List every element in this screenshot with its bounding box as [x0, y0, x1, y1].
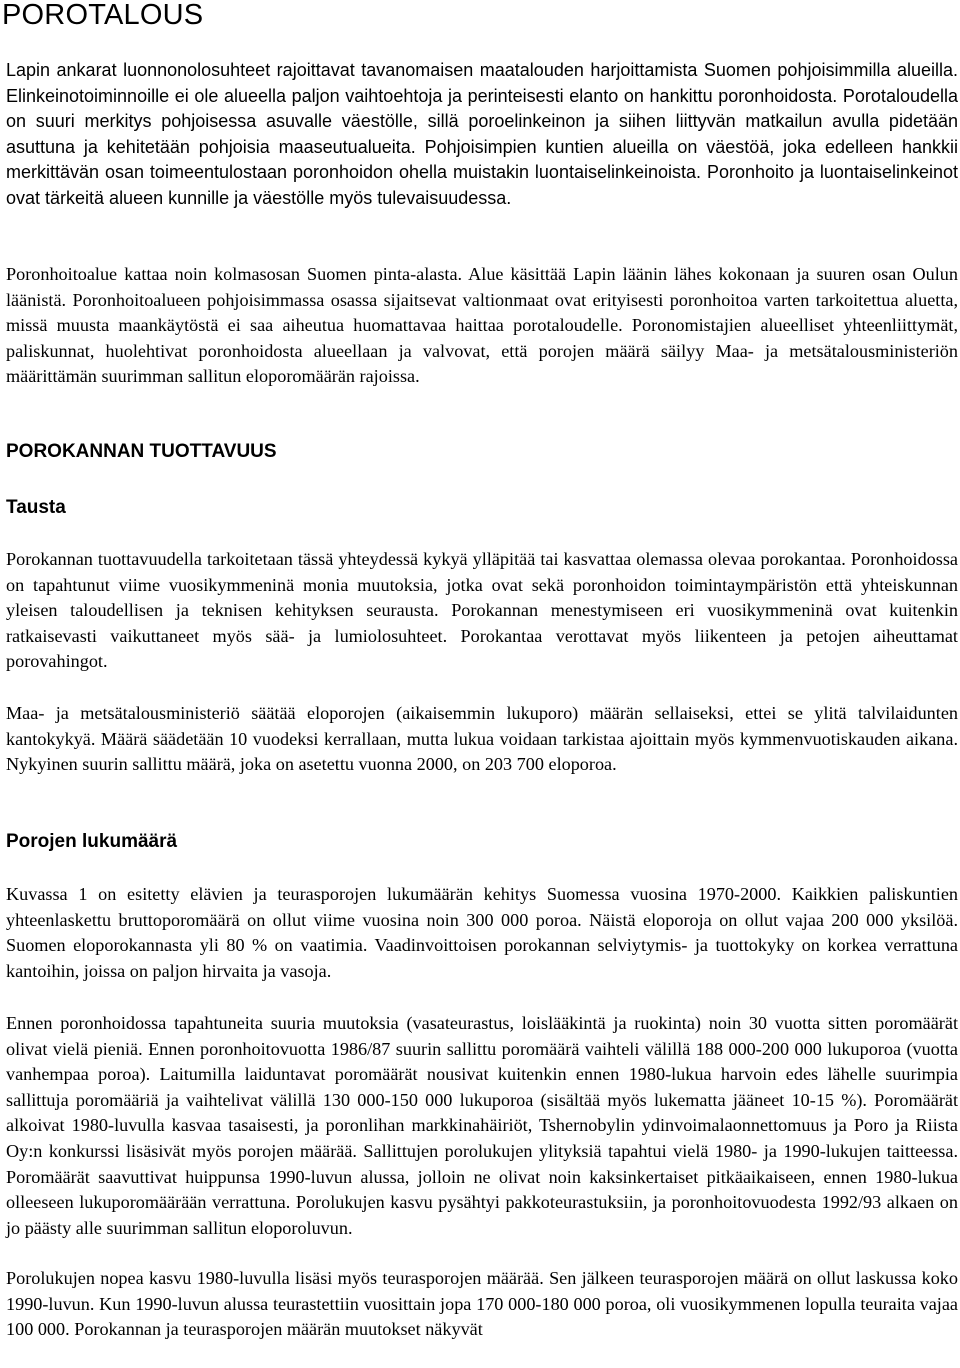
document-title: POROTALOUS: [2, 0, 204, 31]
intro-paragraph-2: Poronhoitoalue kattaa noin kolmasosan Suomen pinta-alasta. Alue käsittää Lapin läänin lähes kokonaan ja suuren osan Oulun läänistä. Poronhoitoalueen pohjoisimmassa osassa sijaitsevat valtionmaat ovat erityisesti poronhoitoa varten tarkoitettua aluetta, missä muusta maankäytöstä ei saa aiheutua huomattavaa haittaa porotaloudelle. Poronomistajien alueelliset yhteenliittymät, paliskunnat, huolehtivat poronhoidosta alueellaan ja valvovat, että porojen määrä säilyy Maa- ja metsätalousministeriön määrittämän suurimman sallitun eloporomäärän rajoissa.: [6, 264, 958, 387]
tausta-paragraph-2: Maa- ja metsätalousministeriö säätää eloporojen (aikaisemmin lukuporo) määrän sellaiseksi, ettei se ylitä talvilaidunten kantokykyä. Määrä säädetään 10 vuodeksi kerrallaan, mutta lukua voidaan tarkistaa ajoittain myös kymmenvuotiskauden aikana. Nykyinen suurin sallittu määrä, joka on asetettu vuonna 2000, on 203 700 eloporoa.: [6, 703, 958, 775]
section-heading-porokannan-tuottavuus: POROKANNAN TUOTTAVUUS: [6, 441, 277, 462]
lukumaara-paragraph-1: Kuvassa 1 on esitetty elävien ja teurasporojen lukumäärän kehitys Suomessa vuosina 1970-2000. Kaikkien paliskuntien yhteenlaskettu bruttoporomäärä on ollut viime vuosina noin 300 000 poroa. Näistä eloporoja on ollut vajaa 200 000 yksilöä. Suomen eloporokannasta yli 80 % on vaatimia. Vaadinvoittoisen porokannan selviytymis- ja tuottokyky on korkea verrattuna kantoihin, joissa on paljon hirvaita ja vasoja.: [6, 884, 958, 981]
tausta-paragraph-1: Porokannan tuottavuudella tarkoitetaan tässä yhteydessä kykyä ylläpitää tai kasvattaa olemassa olevaa porokantaa. Poronhoidossa on tapahtunut viime vuosikymmeninä monia muutoksia, jotka ovat sekä poronhoidon toimintaympäristön että yhteiskunnan yleisen taloudellisen ja teknisen kehityksen seurausta. Porokannan menestymiseen eri vuosikymmeninä ovat kuitenkin ratkaisevasti vaikuttaneet myös sää- ja lumiolosuhteet. Porokantaa verottavat myös liikenteen ja petojen aiheuttamat porovahingot.: [6, 549, 958, 672]
subheading-tausta: Tausta: [6, 497, 66, 518]
lukumaara-paragraph-2: Ennen poronhoidossa tapahtuneita suuria muutoksia (vasateurastus, loislääkintä ja ruokinta) noin 30 vuotta sitten poromäärät olivat vielä pieniä. Ennen poronhoitovuotta 1986/87 suurin sallittu poromäärä vaihteli välillä 188 000-200 000 lukuporoa (vuotta vanhempaa poroa). Laitumilla laiduntavat poromäärät nousivat kuitenkin ennen 1980-lukua harvoin edes lähelle suurimpia sallittuja poromääriä ja vaihtelivat välillä 130 000-150 000 lukuporoa (sisältää myös lukematta jääneet 10-15 %). Poromäärät alkoivat 1980-luvulla kasvaa tasaisesti, ja poronlihan markkinahäiriöt, Tshernobylin ydinvoimalaonnettomuus ja Poro ja Riista Oy:n konkurssi lisäsivät myös porojen määrää. Sallittujen porolukujen ylityksiä tapahtui vielä 1980- ja 1990-lukujen taitteessa. Poromäärät saavuttivat huippunsa 1990-luvun alussa, jolloin ne olivat noin kaksinkertaiset pitkäaikaiseen, ennen 1980-lukua olleeseen lukuporomäärään verrattuna. Porolukujen kasvu pysähtyi pakkoteurastuksiin, ja poronhoitovuodesta 1992/93 alkaen on jo päästy alle suurimman sallitun eloporoluvun.: [6, 1013, 958, 1238]
subheading-porojen-lukumaara: Porojen lukumäärä: [6, 831, 178, 852]
lukumaara-paragraph-3: Porolukujen nopea kasvu 1980-luvulla lisäsi myös teurasporojen määrää. Sen jälkeen teurasporojen määrä on ollut laskussa koko 1990-luvun. Kun 1990-luvun alussa teurastettiin vuosittain jopa 170 000-180 000 poroa, oli vuosikymmenen lopulla teuraita vajaa 100 000. Porokannan ja teurasporojen määrän muutokset näkyvät: [6, 1268, 958, 1340]
intro-paragraph-1: Lapin ankarat luonnonolosuhteet rajoittavat tavanomaisen maatalouden harjoittamista Suomen pohjoisimmilla alueilla. Elinkeinotoiminnoille ei ole alueella paljon vaihtoehtoja ja perinteisesti elanto on hankittu poronhoidosta. Porotaloudella on suuri merkitys pohjoisessa asuvalle väestölle, sillä poroelinkeinon ja siihen liittyvän matkailun avulla pidetään asuttuna ja kehitetään pohjoisia maaseutualueita. Pohjoisimpien kuntien alueilla on väestöä, joka edelleen hankkii merkittävän osan toimeentulostaan poronhoidon ohella muistakin luontaiselinkeinoista. Poronhoito ja luontaiselinkeinot ovat tärkeitä alueen kunnille ja väestölle myös tulevaisuudessa.: [6, 60, 958, 208]
